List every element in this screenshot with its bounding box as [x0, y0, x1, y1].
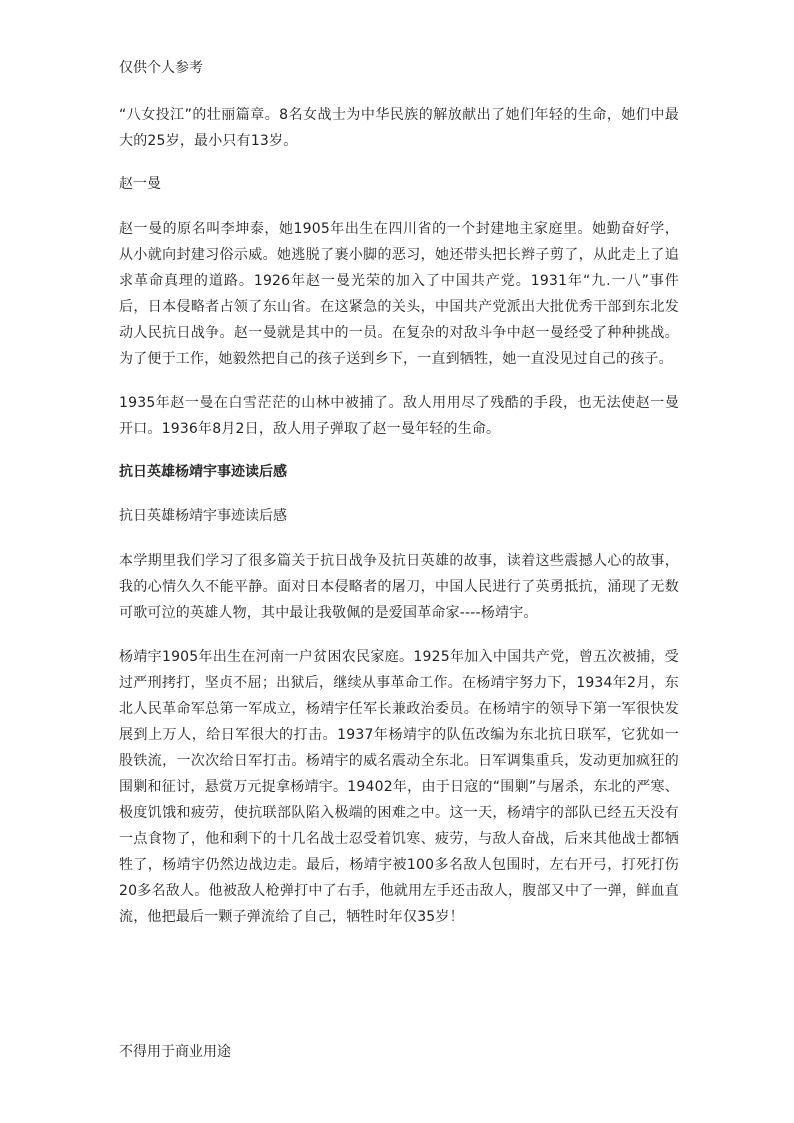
document-page	[119, 56, 679, 948]
article-title-bold: 抗日英雄杨靖宇事迹读后感	[119, 464, 287, 480]
article-subtitle: 抗日英雄杨靖宇事迹读后感	[119, 508, 287, 524]
section-heading-zhao-yiman: 赵一曼	[119, 176, 161, 192]
header-note: 仅供个人参考	[119, 60, 203, 76]
paragraph-eight-women: “八女投江”的壮丽篇章。8名女战士为中华民族的解放献出了她们年轻的生命，她们中最大的25岁，最小只有13岁。	[119, 107, 679, 149]
paragraph-zhao-yiman-capture: 1935年赵一曼在白雪茫茫的山林中被捕了。敌人用用尽了残酷的手段，也无法使赵一曼开口。1936年8月2日，敌人用子弹取了赵一曼年轻的生命。	[119, 395, 679, 437]
paragraph-reflection-intro: 本学期里我们学习了很多篇关于抗日战争及抗日英雄的故事，读着这些震撼人心的故事，我的心情久久不能平静。面对日本侵略者的屠刀，中国人民进行了英勇抵抗，涌现了无数可歌可泣的英雄人物，其中最让我敬佩的是爱国革命家----杨靖宇。	[119, 553, 679, 621]
footer-note: 不得用于商业用途	[119, 1044, 231, 1060]
paragraph-zhao-yiman-bio: 赵一曼的原名叫李坤泰，她1905年出生在四川省的一个封建地主家庭里。她勤奋好学，从小就向封建习俗示威。她逃脱了裹小脚的恶习，她还带头把长辫子剪了，从此走上了追求革命真理的道路。1926年赵一曼光荣的加入了中国共产党。1931年“九.一八”事件后，日本侵略者占领了东山省。在这紧急的关头，中国共产党派出大批优秀干部到东北发动人民抗日战争。赵一曼就是其中的一员。在复杂的对敌斗争中赵一曼经受了种种挑战。为了便于工作，她毅然把自己的孩子送到乡下，一直到牺牲，她一直没见过自己的孩子。	[119, 221, 679, 367]
paragraph-yang-jingyu-story: 杨靖宇1905年出生在河南一户贫困农民家庭。1925年加入中国共产党，曾五次被捕，受过严刑拷打，坚贞不屈；出狱后，继续从事革命工作。在杨靖宇努力下，1934年2月，东北人民革命军总第一军成立，杨靖宇任军长兼政治委员。在杨靖宇的领导下第一军很快发展到上万人，给日军很大的打击。1937年杨靖宇的队伍改编为东北抗日联军，它犹如一股铁流，一次次给日军打击。杨靖宇的威名震动全东北。日军调集重兵，发动更加疯狂的围剿和征讨，悬赏万元捉拿杨靖宇。19402年，由于日寇的“围剿”与屠杀，东北的严寒、极度饥饿和疲劳，使抗联部队陷入极端的困难之中。这一天，杨靖宇的部队已经五天没有一点食物了，他和剩下的十几名战士忍受着饥寒、疲劳，与敌人奋战，后来其他战士都牺牲了，杨靖宇仍然边战边走。最后，杨靖宇被100多名敌人包围时，左右开弓，打死打伤20多名敌人。他被敌人枪弹打中了右手，他就用左手还击敌人，腹部又中了一弹，鲜血直流，他把最后一颗子弹流给了自己，牺牲时年仅35岁！	[119, 649, 679, 925]
